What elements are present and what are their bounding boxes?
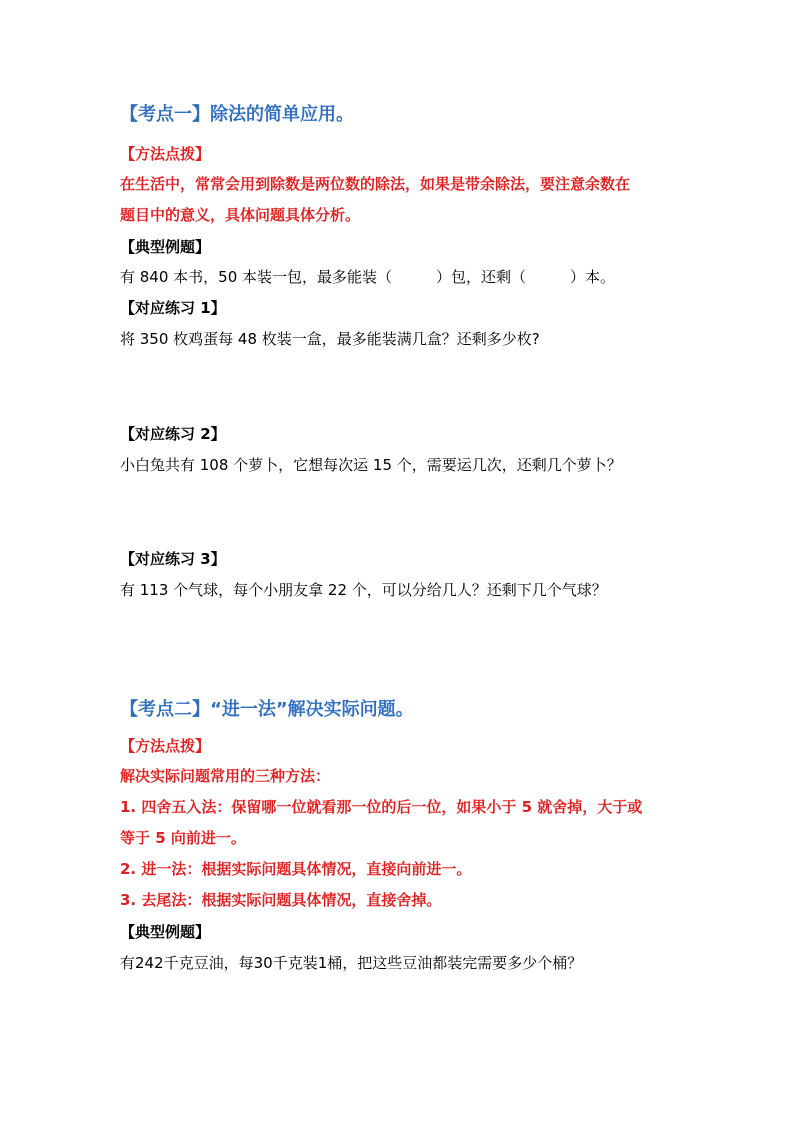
section2-method-label: 【方法点拨】 (120, 737, 211, 755)
section1-method-label: 【方法点拨】 (120, 145, 211, 163)
example-part-3: ）本。 (570, 268, 616, 286)
section1-method-line-2: 题目中的意义，具体问题具体分析。 (120, 206, 361, 224)
practice-1-text: 将 350 枚鸡蛋每 48 枚装一盒，最多能装满几盒？还剩多少枚? (120, 330, 540, 348)
practice-2-text: 小白兔共有 108 个萝卜，它想每次运 15 个，需要运几次，还剩几个萝卜？ (120, 456, 622, 474)
section2-example-text: 有242千克豆油，每30千克装1桶，把这些豆油都装完需要多少个桶？ (120, 954, 583, 972)
section1-method-line-1: 在生活中，常常会用到除数是两位数的除法，如果是带余除法，要注意余数在 (120, 175, 631, 193)
section1-example-text (120, 270, 615, 285)
example-part-1: 有 840 本书，50 本装一包，最多能装（ (120, 268, 393, 286)
example-part-2: ）包，还剩（ (436, 268, 527, 286)
section2-method-line-1: 解决实际问题常用的三种方法： (120, 767, 331, 785)
section2-method-line-3: 等于 5 向前进一。 (120, 829, 246, 847)
practice-1-label: 【对应练习 1】 (120, 299, 226, 317)
section2-method-line-4: 2. 进一法：根据实际问题具体情况，直接向前进一。 (120, 860, 472, 878)
section1-heading: 【考点一】除法的简单应用。 (120, 104, 354, 125)
practice-3-text: 有 113 个气球，每个小朋友拿 22 个，可以分给几人？还剩下几个气球？ (120, 581, 607, 599)
section2-method-line-2: 1. 四舍五入法：保留哪一位就看那一位的后一位，如果小于 5 就舍掉，大于或 (120, 798, 643, 816)
practice-2-label: 【对应练习 2】 (120, 425, 226, 443)
practice-3-label: 【对应练习 3】 (120, 550, 226, 568)
section2-method-line-5: 3. 去尾法：根据实际问题具体情况，直接舍掉。 (120, 891, 442, 909)
section2-example-label: 【典型例题】 (120, 923, 211, 941)
section1-example-label: 【典型例题】 (120, 238, 211, 256)
section2-heading: 【考点二】“进一法”解决实际问题。 (120, 699, 414, 720)
